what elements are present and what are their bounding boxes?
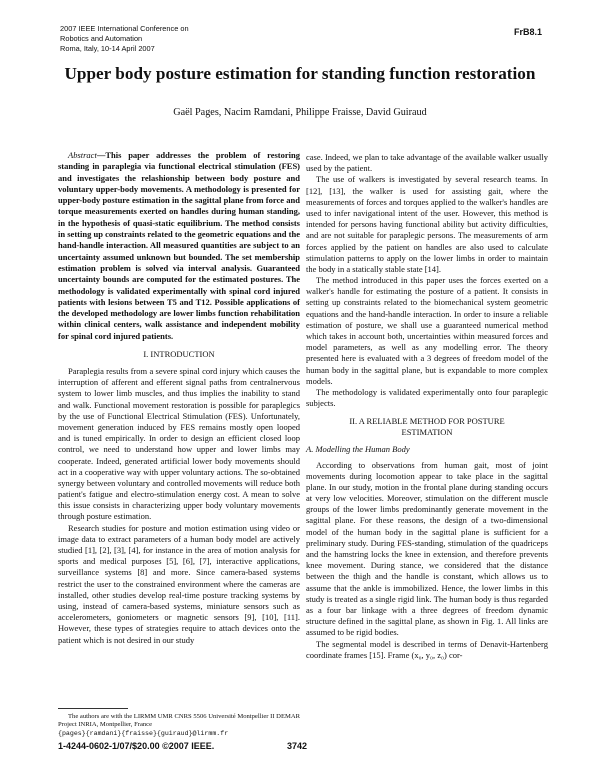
abstract bbox=[58, 150, 300, 342]
paragraph: The method introduced in this paper uses the forces exerted on a walker's handle for estimating the posture of a patient. It consists in setting up constraints related to the biomechanical system geometric equations and the hand-handle interaction. In order to insure a reliable estimation of posture, we shall use a guaranteed numerical method which takes in account both, uncertainties within measured forces and model parameters, as well as any modelling error. The theory presented here is evaluated with a 3 degrees of freedom model of the human body in the sagittal plane, but is expandable to more complex models. bbox=[306, 275, 548, 386]
footnote-emails: {pages}{ramdani}{fraisse}{guiraud}@lirmm.fr bbox=[58, 729, 229, 737]
paper-title: Upper body posture estimation for standing function restoration bbox=[64, 64, 536, 83]
paragraph: Research studies for posture and motion estimation using video or image data to extract parameters of a human body model are actively studied [1], [2], [3], [4], for instance in the area of motion analysis for sports and medical purposes [5], [6], [7], interactive applications, surveillance systems [8] and more. Since camera-based systems restrict the user to the constrained environment where the cameras are installed, other studies develop real-time posture tracking systems by using, instead of camera-based systems, miniature sensors such as accelerometers, goniometers or magnetic sensors [9], [10], [11]. However, these types of strategies require to attach devices onto the patient which is not desired in our study bbox=[58, 522, 300, 645]
page-number: 3742 bbox=[287, 741, 308, 751]
subsection-heading: A. Modelling the Human Body bbox=[306, 444, 410, 455]
paragraph: The use of walkers is investigated by several research teams. In [12], [13], the walker is used for assisting gait, where the measurements of forces and torques applied to the walker's handles are used to infer navigational intent of the user. However, this method is intended for persons having functional ability but activity difficulties, and are not suitable for paraplegic persons. The measurements of arm forces applied by the patient on handles are also used to calculate stimulation patterns to apply on the lower limbs in order to maintain the body in a statically stable state [14]. bbox=[306, 174, 548, 274]
section-heading-method bbox=[306, 416, 548, 438]
paper-code: FrB8.1 bbox=[513, 27, 542, 37]
abstract-label: Abstract bbox=[68, 150, 97, 160]
isbn-copyright: 1-4244-0602-1/07/$20.00 ©2007 IEEE. bbox=[58, 741, 215, 751]
paper-authors: Gaël Pages, Nacim Ramdani, Philippe Fraisse, David Guiraud bbox=[173, 107, 427, 118]
abstract-text: —This paper addresses the problem of restoring standing in paraplegia via functional electrical stimulation (FES) and investigates the relashionship between body posture and voluntary upper-body movements. A methodology is presented for upper-body posture estimation in the sagittal plane from force and torque measurements exerted on handles during human standing, in the hypothesis of quasi-static equilibrium. The method consists in setting up constraints related to the geometric equations and the hand-handle interaction. All measured quantities are subject to an uncertainty assumed unknown but bounded. The set membership estimation problem is solved via interval analysis. Guaranteed uncertainty bounds are computed for the estimated postures. The methodology is validated experimentally with spinal cord injured patients with lesions between T5 and T12. Possible applications of the developed methodology are lower limbs function rehabilitation within clinical centers, walk assistance and independent mobility for spinal cord injured patients. bbox=[58, 150, 300, 341]
conference-line: Roma, Italy, 10-14 April 2007 bbox=[60, 44, 155, 53]
conference-line: Robotics and Automation bbox=[60, 34, 143, 43]
footnote-text: The authors are with the LIRMM UMR CNRS 5506 Université Montpellier II DEMAR Project INRIA, Montpellier, France bbox=[58, 713, 300, 729]
conference-info bbox=[60, 24, 320, 54]
footnote bbox=[58, 713, 300, 738]
footnote-rule bbox=[58, 708, 128, 709]
paragraph: The segmental model is described in terms of Denavit-Hartenberg coordinate frames [15]. Frame (x₀, y₀, z₀) cor- bbox=[306, 638, 548, 660]
paragraph: case. Indeed, we plan to take advantage of the available walker usually used by the patient. bbox=[306, 152, 548, 174]
conference-line: 2007 IEEE International Conference on bbox=[60, 24, 189, 33]
section-heading-line: ESTIMATION bbox=[401, 427, 453, 438]
paragraph: The methodology is validated experimentally onto four paraplegic subjects. bbox=[306, 386, 548, 409]
paragraph: According to observations from human gait, most of joint movements during locomotion appear to take place in the sagittal plane. In our study, motion in the frontal plane during standing occurs at very low velocities. Moreover, stimulation on the different muscle groups of the lower limbs predominantly generate movement in the sagittal plane. For these reasons, the design of a two-dimensional model of the human body in the sagittal plane is sufficient for a preliminary study. During FES-standing, stimulation of the quadriceps and the hamstring locks the knee in extension, and therefore prevents knee movement. During stance, we considered that the distance between the thigh and the handle is constant, which allows us to assume that the ankle is immobilized. Hence, the lower limbs in this study is treated as a single rigid link. The human body is thus regarded as a four bar linkage with a three degrees of freedom dynamic structure defined in the sagittal plane, as shown in Fig. 1. All links are assumed to be rigid bodies. bbox=[306, 459, 548, 638]
left-column bbox=[58, 150, 300, 646]
right-column bbox=[306, 152, 548, 661]
section-heading-line: II. A RELIABLE METHOD FOR POSTURE bbox=[349, 416, 505, 427]
section-heading-introduction: I. INTRODUCTION bbox=[143, 349, 215, 360]
paragraph: Paraplegia results from a severe spinal cord injury which causes the interruption of afferent and efferent signal paths from centralnervous system to lower limb muscles, and thus implies the inability to stand and walk. Functional movement restoration is possible for paraplegics by the use of Functional Electrical Stimulation (FES). Unfortunately, movement generation induced by FES remains mostly open looped and is tuned empirically. In order to design an efficient closed loop control, we need to understand how upper and lower limbs may cooperate. Indeed, generated artificial lower body movements should act in a cooperative way with upper voluntary actions. The so-obtained synergy between voluntary and controlled movements will reduce both patient's fatigue and electro-stimulation energy cost. A mean to solve this issue consists in characterizing upper body voluntary movements through posture estimation. bbox=[58, 366, 300, 522]
